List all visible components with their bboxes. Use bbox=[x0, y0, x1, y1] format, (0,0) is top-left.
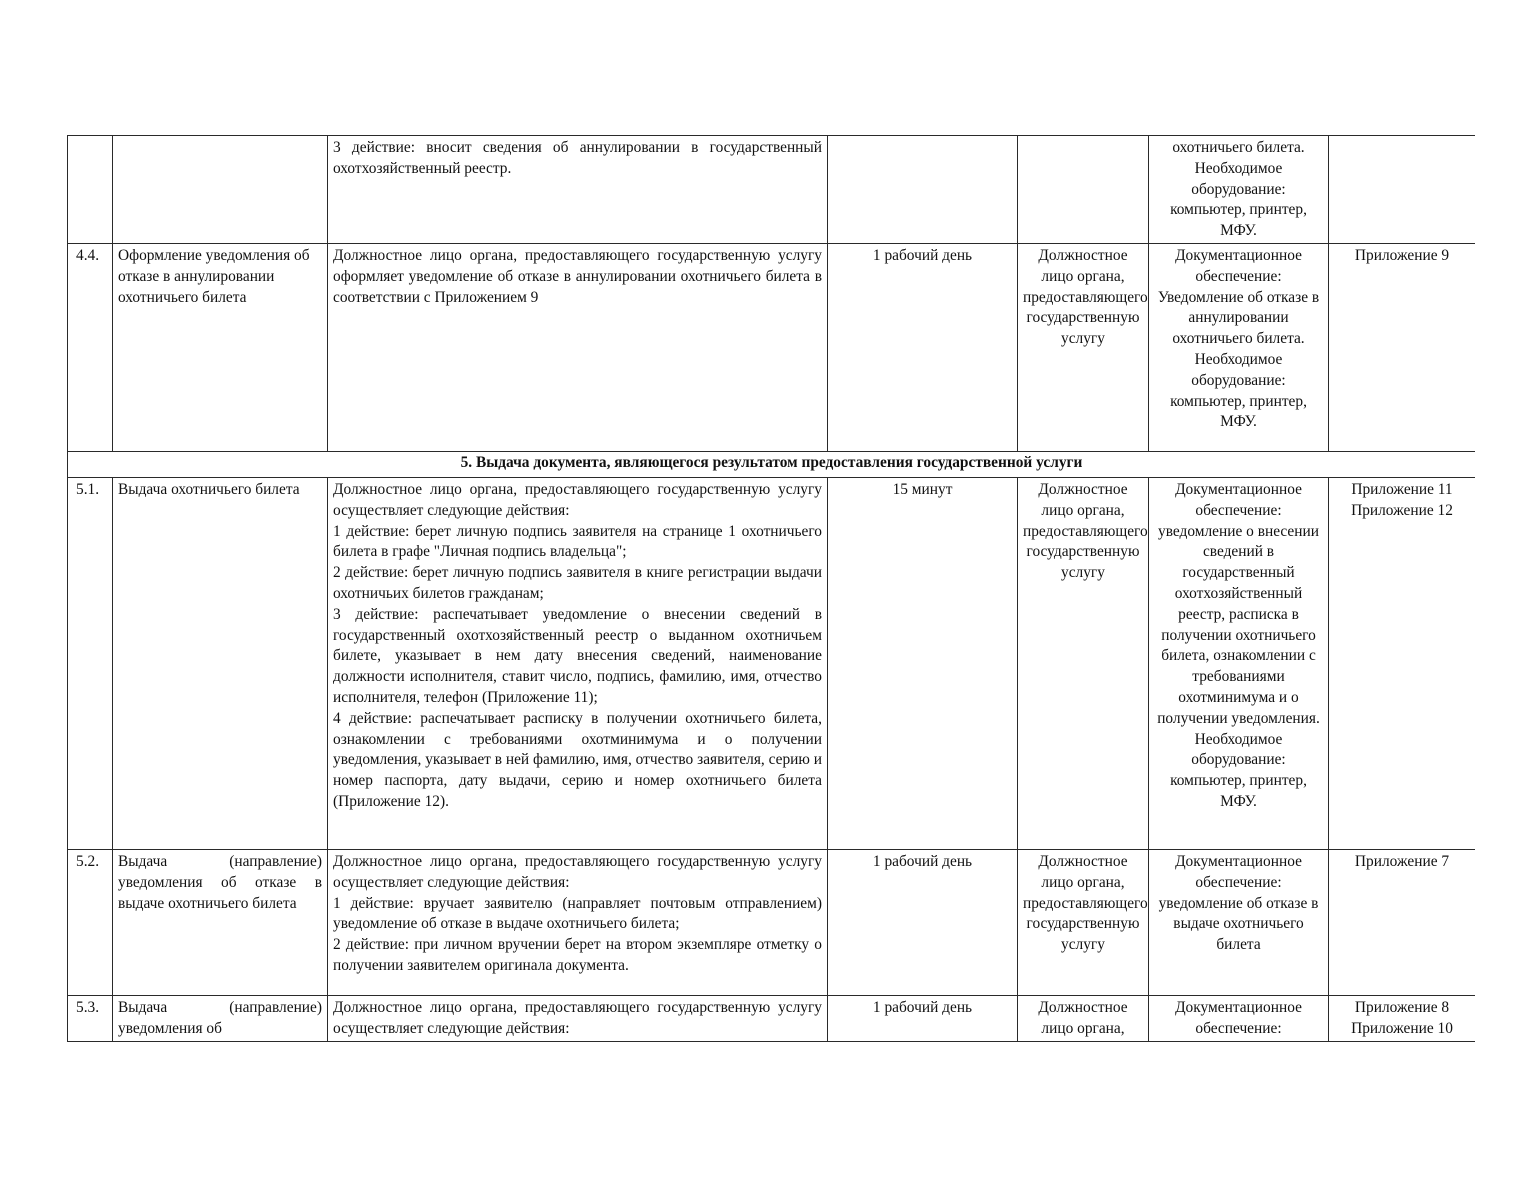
execution-term: 15 минут bbox=[828, 477, 1018, 849]
execution-term: 1 рабочий день bbox=[828, 243, 1018, 451]
procedure-description: Должностное лицо органа, предоставляющего государственную услугу осуществляет следующие действия: 1 действие: вручает заявителю (направляет почтовым отправлением) уведомление об отказе в выдаче охотничьего билета; 2 действие: при личном вручении берет на втором экземпляре отметку о получении заявителем оригинала документа. bbox=[328, 849, 828, 995]
execution-term: 1 рабочий день bbox=[828, 849, 1018, 995]
document-forms: Приложение 9 bbox=[1329, 243, 1476, 451]
resources: Документационное обеспечение: Уведомление об отказе в аннулировании охотничьего билета. Необходимое оборудование: компьютер, принтер, МФУ. bbox=[1149, 243, 1329, 451]
table-row bbox=[68, 136, 1476, 244]
performer bbox=[1018, 136, 1149, 244]
table-row bbox=[68, 849, 1476, 995]
row-number: 5.3. bbox=[68, 995, 113, 1041]
row-number: 5.1. bbox=[68, 477, 113, 849]
table-row bbox=[68, 995, 1476, 1041]
resources: Документационное обеспечение: bbox=[1149, 995, 1329, 1041]
resources: Документационное обеспечение: уведомление об отказе в выдаче охотничьего билета bbox=[1149, 849, 1329, 995]
procedure-table bbox=[67, 135, 1475, 1042]
row-number: 5.2. bbox=[68, 849, 113, 995]
performer: Должностное лицо органа, предоставляющего государственную услугу bbox=[1018, 243, 1149, 451]
document-forms bbox=[1329, 136, 1476, 244]
performer: Должностное лицо органа, предоставляющего государственную услугу bbox=[1018, 477, 1149, 849]
section-title: 5. Выдача документа, являющегося результатом предоставления государственной услуги bbox=[68, 451, 1476, 477]
procedure-name: Выдача охотничьего билета bbox=[113, 477, 328, 849]
table-row bbox=[68, 243, 1476, 451]
section-header-row bbox=[68, 451, 1476, 477]
procedure-name: Оформление уведомления об отказе в аннулировании охотничьего билета bbox=[113, 243, 328, 451]
performer: Должностное лицо органа, bbox=[1018, 995, 1149, 1041]
performer: Должностное лицо органа, предоставляющего государственную услугу bbox=[1018, 849, 1149, 995]
procedure-description: 3 действие: вносит сведения об аннулировании в государственный охотхозяйственный реестр. bbox=[328, 136, 828, 244]
resources: охотничьего билета. Необходимое оборудование: компьютер, принтер, МФУ. bbox=[1149, 136, 1329, 244]
resources: Документационное обеспечение: уведомление о внесении сведений в государственный охотхозяйственный реестр, расписка в получении охотничьего билета, ознакомлении с требованиями охотминимума и о получении уведомления. Необходимое оборудование: компьютер, принтер, МФУ. bbox=[1149, 477, 1329, 849]
document-page bbox=[67, 135, 1475, 1043]
procedure-name: Выдача (направление) уведомления об отказе в выдаче охотничьего билета bbox=[113, 849, 328, 995]
procedure-name bbox=[113, 136, 328, 244]
procedure-description: Должностное лицо органа, предоставляющего государственную услугу осуществляет следующие действия: 1 действие: берет личную подпись заявителя на странице 1 охотничьего билета в графе "Личная подпись владельца"; 2 действие: берет личную подпись заявителя в книге регистрации выдачи охотничьих билетов гражданам; 3 действие: распечатывает уведомление о внесении сведений в государственный охотхозяйственный реестр о выданном охотничьем билете, указывает в нем дату внесения сведений, наименование должности исполнителя, ставит число, подпись, фамилию, имя, отчество исполнителя, телефон (Приложение 11); 4 действие: распечатывает расписку в получении охотничьего билета, ознакомлении с требованиями охотминимума и о получении уведомления, указывает в ней фамилию, имя, отчество заявителя, серию и номер паспорта, дату выдачи, серию и номер охотничьего билета (Приложение 12). bbox=[328, 477, 828, 849]
table-row bbox=[68, 477, 1476, 849]
procedure-description: Должностное лицо органа, предоставляющего государственную услугу оформляет уведомление об отказе в аннулировании охотничьего билета в соответствии с Приложением 9 bbox=[328, 243, 828, 451]
row-number bbox=[68, 136, 113, 244]
execution-term bbox=[828, 136, 1018, 244]
document-forms: Приложение 8 Приложение 10 bbox=[1329, 995, 1476, 1041]
row-number: 4.4. bbox=[68, 243, 113, 451]
procedure-description: Должностное лицо органа, предоставляющего государственную услугу осуществляет следующие действия: bbox=[328, 995, 828, 1041]
procedure-name: Выдача (направление) уведомления об bbox=[113, 995, 328, 1041]
execution-term: 1 рабочий день bbox=[828, 995, 1018, 1041]
document-forms: Приложение 7 bbox=[1329, 849, 1476, 995]
document-forms: Приложение 11 Приложение 12 bbox=[1329, 477, 1476, 849]
